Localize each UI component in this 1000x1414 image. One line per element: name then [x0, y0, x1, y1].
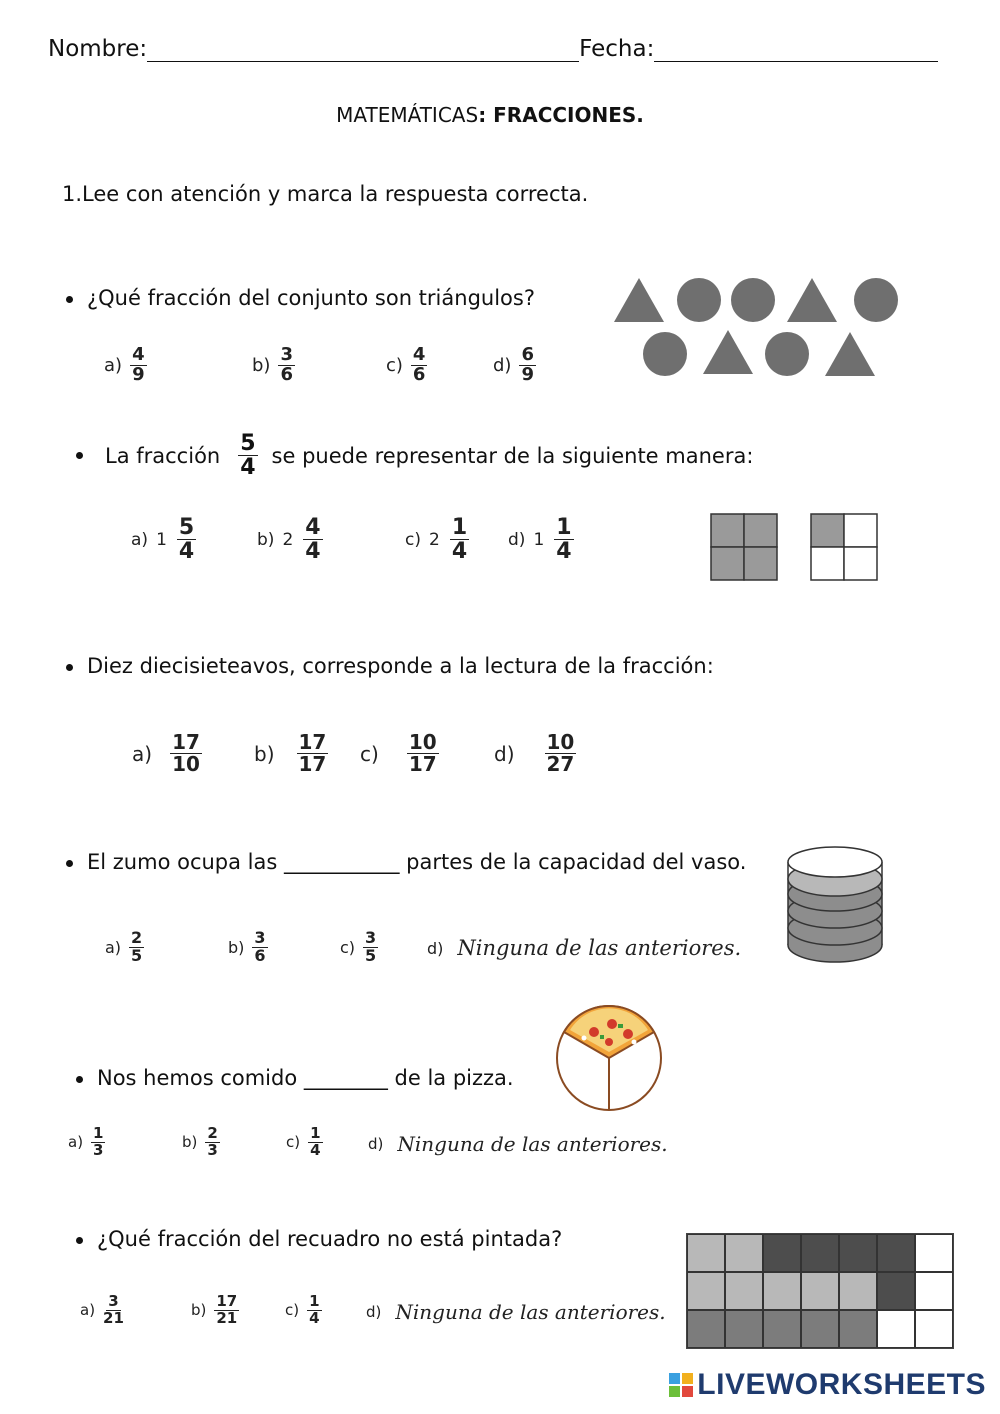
q3-option-d[interactable]: d) $\frac{10}{27}$ [494, 730, 575, 776]
q4-option-c[interactable]: c) $\frac{3}{5}$ [340, 928, 377, 965]
painted-grid [686, 1233, 954, 1349]
grid-cell [687, 1310, 725, 1348]
circle-shape [765, 332, 809, 376]
q4-option-b[interactable]: b) $\frac{3}{6}$ [228, 928, 266, 965]
grid-cell [801, 1272, 839, 1310]
question-2-fraction: $\frac{5}{4}$ [240, 431, 256, 481]
q2-option-a[interactable]: a) 1 $\frac{5}{4}$ [131, 515, 195, 565]
question-2 [76, 432, 753, 479]
q6-option-a[interactable]: a) $\frac{3}{21}$ [80, 1292, 124, 1327]
q1-option-c[interactable]: c) $\frac{4}{6}$ [386, 344, 426, 385]
name-label: Nombre: [48, 36, 148, 62]
instruction [62, 182, 588, 206]
grid-cell [687, 1272, 725, 1310]
question-2-text-after: se puede representar de la siguiente manera: [271, 443, 754, 468]
grid-cell [877, 1310, 915, 1348]
triangle-shape [825, 332, 875, 376]
name-line[interactable] [147, 39, 579, 62]
question-3 [66, 654, 714, 678]
grid-cell [763, 1234, 801, 1272]
question-5 [76, 1066, 514, 1090]
page-title [0, 103, 980, 127]
question-5-text: Nos hemos comido ________ de la pizza. [97, 1066, 514, 1090]
q1-option-d[interactable]: d) $\frac{6}{9}$ [493, 344, 534, 385]
grid-cell [839, 1310, 877, 1348]
circle-shape [677, 278, 721, 322]
triangle-shape [787, 278, 837, 322]
q1-option-b[interactable]: b) $\frac{3}{6}$ [252, 344, 293, 385]
q3-option-b[interactable]: b) $\frac{17}{17}$ [254, 730, 327, 776]
q3-option-a[interactable]: a) $\frac{17}{10}$ [132, 730, 200, 776]
instruction-text: Lee con atención y marca la respuesta correcta. [82, 182, 589, 206]
bullet-icon [76, 452, 83, 459]
grid-cell [915, 1234, 953, 1272]
grid-cell [915, 1310, 953, 1348]
q6-option-c[interactable]: c) $\frac{1}{4}$ [285, 1292, 320, 1327]
bullet-icon [76, 1076, 83, 1083]
question-4-text: El zumo ocupa las ___________ partes de la capacidad del vaso. [87, 850, 747, 874]
question-3-text: Diez diecisieteavos, corresponde a la lectura de la fracción: [87, 654, 714, 678]
shapes-set [610, 276, 910, 380]
question-4 [66, 850, 746, 874]
grid-cell [839, 1234, 877, 1272]
grid-cell [839, 1272, 877, 1310]
title-prefix: MATEMÁTICAS [336, 103, 479, 127]
date-label: Fecha: [579, 36, 655, 62]
quarters-diagram [710, 513, 882, 583]
q2-option-d[interactable]: d) 1 $\frac{1}{4}$ [508, 515, 572, 565]
circle-shape [854, 278, 898, 322]
circle-shape [731, 278, 775, 322]
date-line[interactable] [654, 39, 938, 62]
grid-cell [725, 1272, 763, 1310]
question-6 [76, 1227, 562, 1251]
logo-icon [669, 1373, 693, 1397]
grid-cell [687, 1234, 725, 1272]
logo-text: LIVEWORKSHEETS [697, 1368, 986, 1401]
liveworksheets-logo [669, 1368, 986, 1402]
grid-cell [877, 1272, 915, 1310]
q5-option-a[interactable]: a) $\frac{1}{3}$ [68, 1124, 104, 1159]
q2-option-b[interactable]: b) 2 $\frac{4}{4}$ [257, 515, 321, 565]
q2-option-c[interactable]: c) 2 $\frac{1}{4}$ [405, 515, 468, 565]
bullet-icon [66, 860, 73, 867]
q5-option-d[interactable]: d) Ninguna de las anteriores. [368, 1132, 668, 1156]
circle-shape [643, 332, 687, 376]
q3-option-c[interactable]: c) $\frac{10}{17}$ [360, 730, 437, 776]
triangle-shape [703, 330, 753, 374]
pizza-icon [554, 1002, 664, 1112]
q5-option-c[interactable]: c) $\frac{1}{4}$ [286, 1124, 321, 1159]
triangle-shape [614, 278, 664, 322]
q6-option-b[interactable]: b) $\frac{17}{21}$ [191, 1292, 238, 1327]
question-2-text-before: La fracción [105, 443, 221, 468]
q4-option-a[interactable]: a) $\frac{2}{5}$ [105, 928, 143, 965]
q1-option-a[interactable]: a) $\frac{4}{9}$ [104, 344, 145, 385]
grid-cell [877, 1234, 915, 1272]
question-6-text: ¿Qué fracción del recuadro no está pintada? [97, 1227, 563, 1251]
name-field[interactable] [48, 36, 938, 62]
q4-option-d[interactable]: d) Ninguna de las anteriores. [427, 936, 742, 960]
q5-option-b[interactable]: b) $\frac{2}{3}$ [182, 1124, 218, 1159]
grid-cell [801, 1310, 839, 1348]
grid-cell [915, 1272, 953, 1310]
question-1 [66, 286, 535, 310]
grid-cell [763, 1310, 801, 1348]
grid-cell [801, 1234, 839, 1272]
bullet-icon [66, 664, 73, 671]
title-bold: : FRACCIONES. [478, 103, 644, 127]
grid-cell [763, 1272, 801, 1310]
q6-option-d[interactable]: d) Ninguna de las anteriores. [366, 1300, 666, 1324]
glass-icon [784, 845, 888, 971]
grid-cell [725, 1310, 763, 1348]
bullet-icon [66, 296, 73, 303]
instruction-number: 1. [62, 182, 83, 206]
bullet-icon [76, 1237, 83, 1244]
question-1-text: ¿Qué fracción del conjunto son triángulos? [87, 286, 535, 310]
grid-cell [725, 1234, 763, 1272]
